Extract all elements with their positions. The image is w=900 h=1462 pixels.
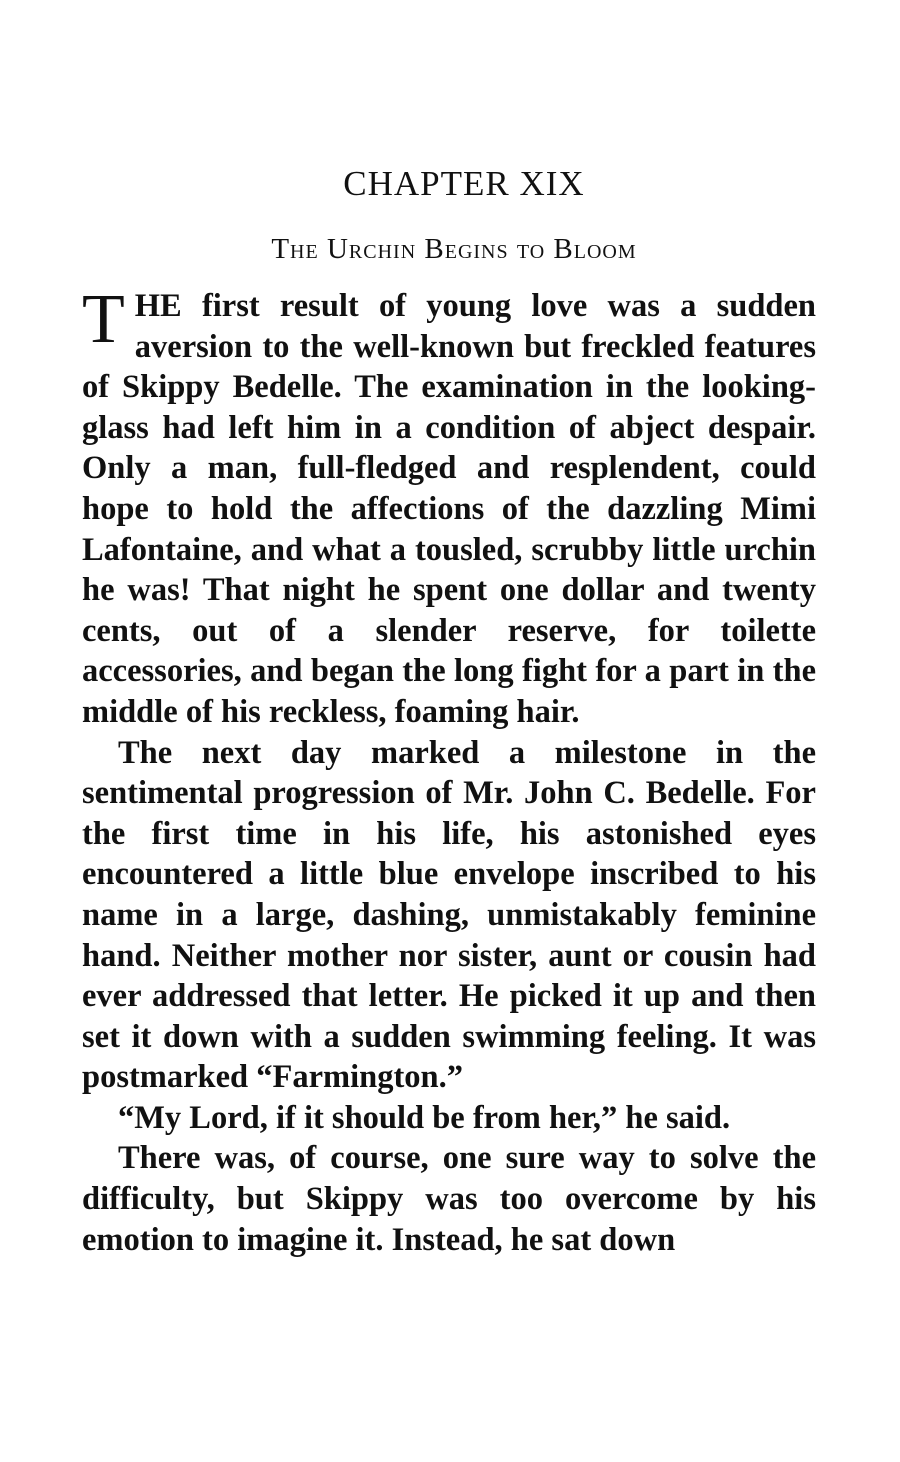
chapter-title: The Urchin Begins to Bloom — [271, 233, 637, 265]
paragraph-1 — [82, 281, 816, 733]
chapter-number: CHAPTER XIX — [343, 164, 585, 203]
body-text — [82, 281, 816, 1260]
paragraph-3: “My Lord, if it should be from her,” he said. — [118, 1099, 731, 1136]
paragraph-1-text: HE first result of young love was a sudden aversion to the well-known but freckled features of Skippy Bedelle. The examination in the looking-glass had left him in a condition of abject despair. Only a man, full-fledged and resplendent, could hope to hold the affections of the dazzling Mimi Lafontaine, and what a tousled, scrubby little urchin he was! That night he spent one dollar and twenty cents, out of a slender reserve, for toilette accessories, and began the long fight for a part in the middle of his reckless, foaming hair. — [82, 288, 816, 730]
paragraph-2: The next day marked a milestone in the sentimental progression of Mr. John C. Bedelle. For the first time in his life, his astonished eyes encountered a little blue envelope inscribed to his name in a large, dashing, unmistakably feminine hand. Neither mother nor sister, aunt or cousin had ever addressed that letter. He picked it up and then set it down with a sudden swimming feeling. It was postmarked “Farmington.” — [82, 734, 816, 1096]
book-page — [82, 150, 816, 1260]
paragraph-4: There was, of course, one sure way to solve the difficulty, but Skippy was too overcome by his emotion to imagine it. Instead, he sat down — [82, 1140, 816, 1258]
drop-cap-letter: T — [82, 281, 125, 358]
